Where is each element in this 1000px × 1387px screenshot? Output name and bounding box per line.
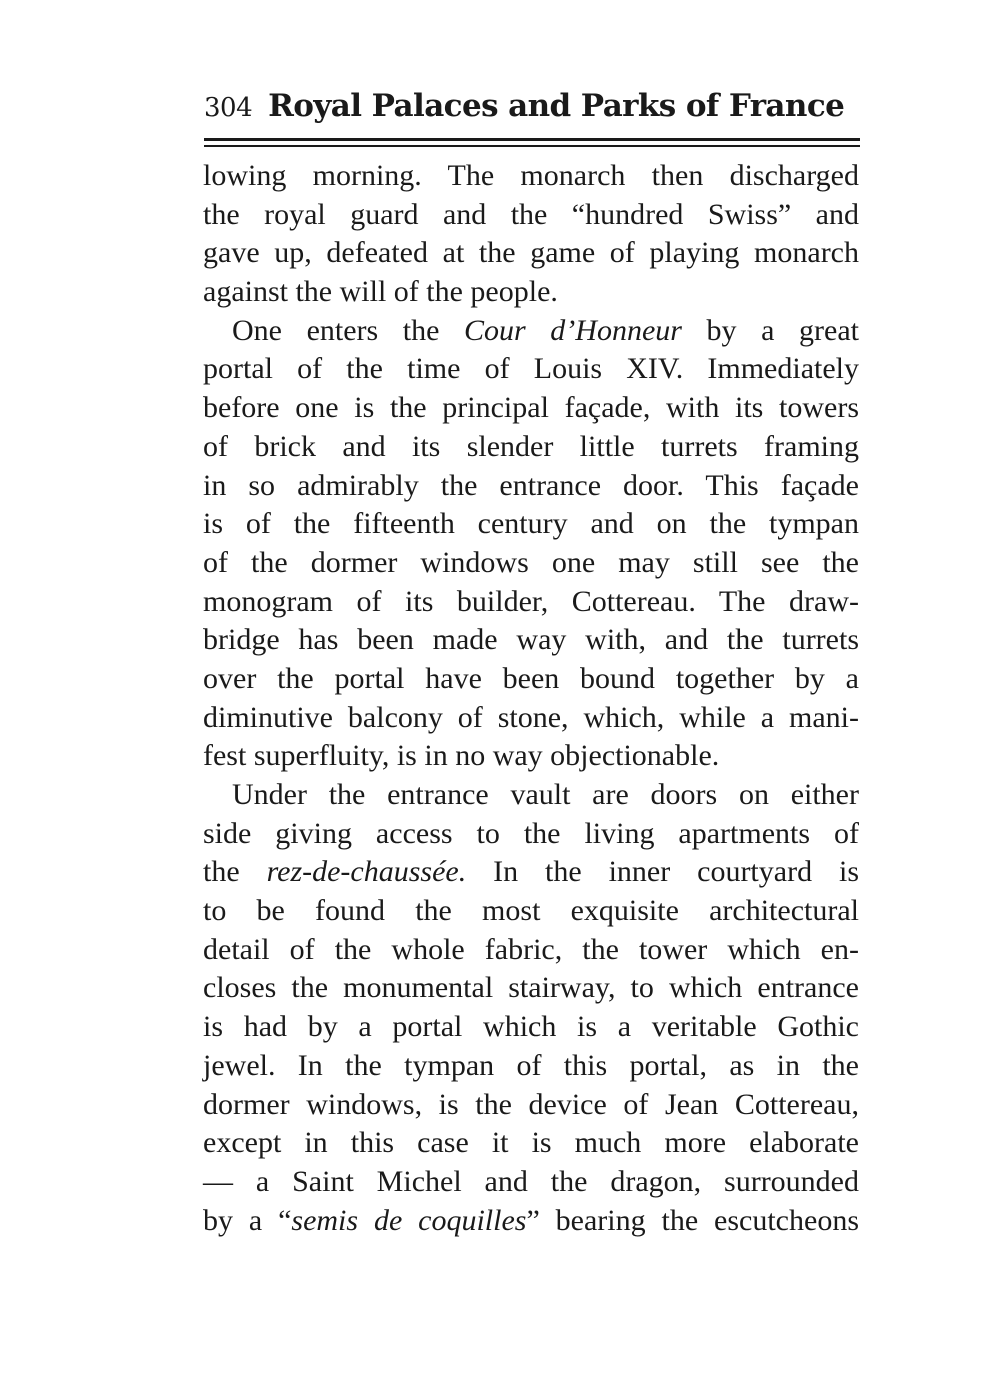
text-line bbox=[203, 544, 859, 583]
text-line bbox=[203, 505, 859, 544]
text-line bbox=[203, 350, 859, 389]
text-line bbox=[203, 157, 859, 196]
paragraph bbox=[203, 157, 859, 312]
text-run: One enters the bbox=[232, 313, 465, 347]
text-line bbox=[203, 1008, 859, 1047]
text-line bbox=[203, 621, 859, 660]
text-run: of the dormer windows one may still see the bbox=[203, 545, 859, 579]
text-run: bridge has been made way with, and the turrets bbox=[203, 623, 859, 657]
header-rule-thin bbox=[204, 145, 860, 147]
text-run: before one is the principal façade, with its towers bbox=[203, 391, 859, 425]
text-run: gave up, defeated at the game of playing monarch bbox=[203, 236, 859, 270]
paragraph bbox=[203, 312, 859, 776]
italic-phrase: rez-de-chaussée. bbox=[266, 855, 467, 889]
body-text bbox=[203, 157, 859, 1240]
text-line bbox=[203, 196, 859, 235]
text-run: jewel. In the tympan of this portal, as in the bbox=[203, 1048, 859, 1082]
italic-phrase: Cour d’Honneur bbox=[464, 313, 682, 347]
text-run: — a Saint Michel and the dragon, surrounded bbox=[203, 1164, 859, 1198]
page-number: 304 bbox=[204, 93, 253, 123]
text-line bbox=[203, 273, 859, 312]
text-run: closes the monumental stairway, to which entrance bbox=[203, 971, 859, 1005]
text-line bbox=[203, 815, 859, 854]
text-line bbox=[203, 467, 859, 506]
text-run: portal of the time of Louis XIV. Immediately bbox=[203, 352, 859, 386]
text-run: side giving access to the living apartments of bbox=[203, 816, 859, 850]
text-run: to be found the most exquisite architectural bbox=[203, 894, 859, 928]
text-run: in so admirably the entrance door. This façade bbox=[203, 468, 859, 502]
text-run: ” bearing the escutcheons bbox=[526, 1203, 859, 1237]
text-line bbox=[203, 969, 859, 1008]
text-line bbox=[203, 1047, 859, 1086]
text-line bbox=[203, 892, 859, 931]
text-run: monogram of its builder, Cottereau. The draw- bbox=[203, 584, 859, 618]
text-run: is had by a portal which is a veritable Gothic bbox=[203, 1010, 859, 1044]
text-line bbox=[203, 234, 859, 273]
text-line bbox=[203, 776, 859, 815]
text-run: the royal guard and the “hundred Swiss” and bbox=[203, 197, 859, 231]
text-run: against the will of the people. bbox=[203, 275, 558, 309]
text-line bbox=[203, 699, 859, 738]
text-run: by a great bbox=[681, 313, 859, 347]
text-run: In the inner courtyard is bbox=[466, 855, 859, 889]
text-line bbox=[203, 853, 859, 892]
text-run: diminutive balcony of stone, which, while a mani- bbox=[203, 700, 859, 734]
text-line bbox=[203, 1202, 859, 1241]
text-run: of brick and its slender little turrets framing bbox=[203, 429, 859, 463]
text-run: the bbox=[203, 855, 267, 889]
text-line bbox=[203, 312, 859, 351]
text-run: is of the fifteenth century and on the tympan bbox=[203, 507, 859, 541]
text-run: detail of the whole fabric, the tower which en- bbox=[203, 932, 859, 966]
running-title: Royal Palaces and Parks of France bbox=[268, 88, 845, 124]
text-line bbox=[203, 389, 859, 428]
text-run: by a “ bbox=[203, 1203, 292, 1237]
text-run: fest superfluity, is in no way objectionable. bbox=[203, 739, 720, 773]
text-run: lowing morning. The monarch then discharged bbox=[203, 159, 859, 192]
text-line bbox=[203, 583, 859, 622]
text-line bbox=[203, 737, 859, 776]
italic-phrase: semis de coquilles bbox=[291, 1203, 527, 1237]
paragraph bbox=[203, 776, 859, 1240]
running-head bbox=[204, 88, 860, 132]
text-line bbox=[203, 931, 859, 970]
text-run: except in this case it is much more elaborate bbox=[203, 1126, 859, 1160]
text-run: dormer windows, is the device of Jean Cottereau, bbox=[203, 1087, 859, 1121]
text-line bbox=[203, 1086, 859, 1125]
text-line bbox=[203, 1124, 859, 1163]
text-run: over the portal have been bound together by a bbox=[203, 661, 859, 695]
text-line bbox=[203, 1163, 859, 1202]
text-run: Under the entrance vault are doors on either bbox=[232, 778, 859, 811]
text-line bbox=[203, 660, 859, 699]
text-line bbox=[203, 428, 859, 467]
header-rule-thick bbox=[204, 138, 860, 141]
